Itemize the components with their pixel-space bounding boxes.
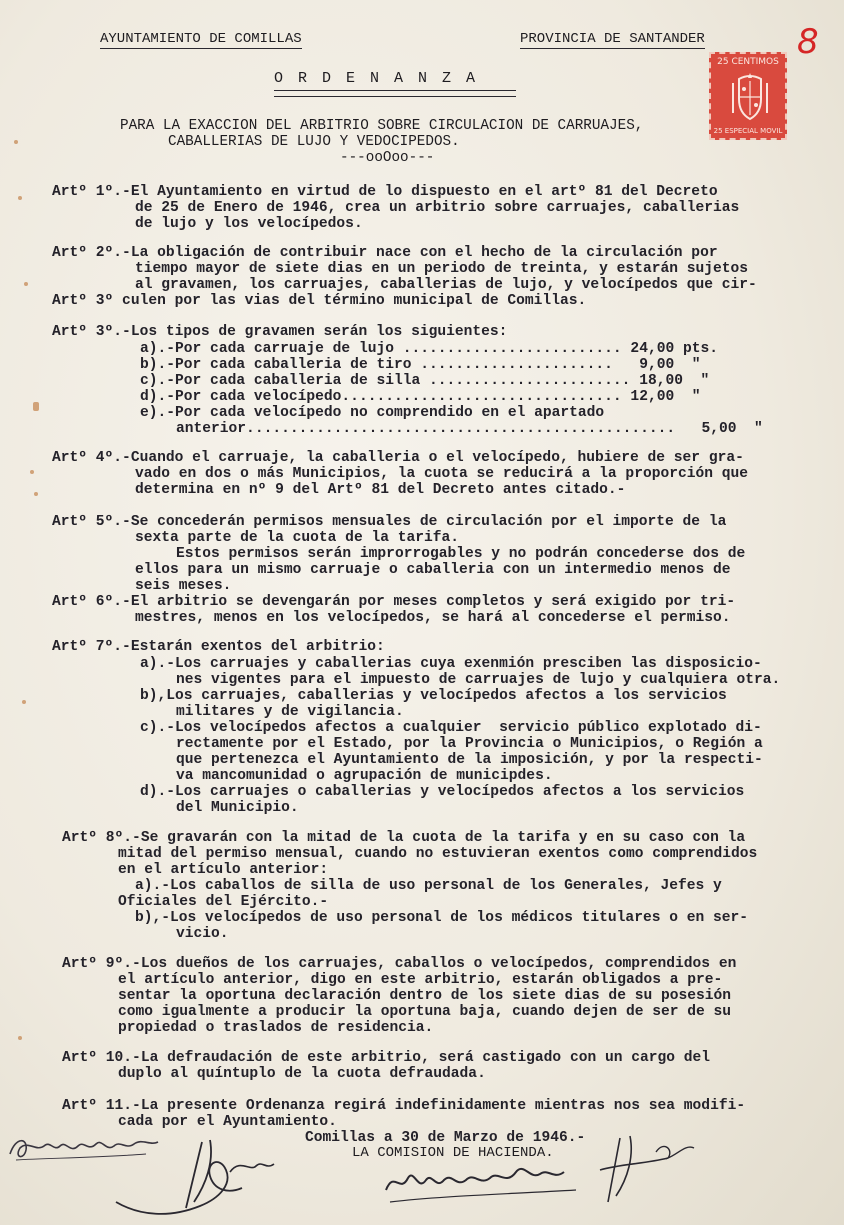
article-8-line: Oficiales del Ejército.- — [118, 894, 329, 910]
subtitle-separator: ---ooOoo--- — [340, 150, 435, 166]
article-7-line: c).-Los velocípedos afectos a cualquier servicio público explotado di- — [140, 720, 762, 736]
article-6-line: Artº 6º.-El arbitrio se devengarán por meses completos y será exigido por tri- — [52, 594, 736, 610]
article-4-line: determina en nº 9 del Artº 81 del Decreto antes citado.- — [135, 482, 626, 498]
article-10-line: duplo al quíntuplo de la cuota defraudada. — [118, 1066, 486, 1082]
article-5-line: ellos para un mismo carruaje o caballeria con un intermedio menos de — [135, 562, 731, 578]
coat-of-arms-icon — [725, 69, 775, 127]
fiscal-stamp — [709, 52, 787, 140]
header-municipality: AYUNTAMIENTO DE COMILLAS — [100, 31, 302, 47]
article-1-line: de 25 de Enero de 1946, crea un arbitrio sobre carruajes, caballerias — [135, 200, 740, 216]
document-title: O R D E N A N Z A — [274, 70, 479, 87]
tariff-row: d).-Por cada velocípedo................................ 12,00 " — [140, 389, 701, 405]
article-5-line: sexta parte de la cuota de la tarifa. — [135, 530, 460, 546]
article-7-line: rectamente por el Estado, por la Provincia o Municipios, o Región a — [176, 736, 763, 752]
article-5-line: seis meses. — [135, 578, 232, 594]
binder-hole — [18, 196, 22, 200]
article-8-line: mitad del permiso mensual, cuando no estuvieran exentos como comprendidos — [118, 846, 758, 862]
closing-signatory: LA COMISION DE HACIENDA. — [352, 1145, 554, 1161]
subtitle-line: PARA LA EXACCION DEL ARBITRIO SOBRE CIRCULACION DE CARRUAJES, — [120, 118, 644, 134]
article-11-line: Artº 11.-La presente Ordenanza regirá indefinidamente mientras nos sea modifi- — [62, 1098, 746, 1114]
article-6-line: mestres, menos en los velocípedos, se hará al concederse el permiso. — [135, 610, 731, 626]
signature-3 — [380, 1150, 590, 1210]
binder-hole — [14, 140, 18, 144]
article-9-line: propiedad o traslados de residencia. — [118, 1020, 434, 1036]
article-5-line: Estos permisos serán improrrogables y no podrán concederse dos de — [176, 546, 746, 562]
article-2-line: Artº 3º culen por las vias del término municipal de Comillas. — [52, 293, 587, 309]
article-10-line: Artº 10.-La defraudación de este arbitrio, será castigado con un cargo del — [62, 1050, 711, 1066]
tariff-row: b).-Por cada caballeria de tiro ...................... 9,00 " — [140, 357, 701, 373]
rust-mark — [33, 402, 39, 411]
title-double-underline — [274, 90, 516, 97]
tariff-row: anterior................................................. 5,00 " — [176, 421, 763, 437]
article-7-line: d).-Los carruajes o caballerias y velocípedos afectos a los servicios — [140, 784, 745, 800]
closing-date: Comillas a 30 de Marzo de 1946.- — [305, 1130, 586, 1146]
article-3-line: Artº 3º.-Los tipos de gravamen serán los siguientes: — [52, 324, 508, 340]
header-province: PROVINCIA DE SANTANDER — [520, 31, 705, 47]
stamp-type-text: 25 ESPECIAL MOVIL — [713, 127, 783, 135]
article-7-line: b),Los carruajes, caballerias y velocípedos afectos a los servicios — [140, 688, 727, 704]
article-2-line: tiempo mayor de siete dias en un periodo de treinta, y estarán sujetos — [135, 261, 749, 277]
article-7-line: a).-Los carruajes y caballerias cuya exenmión presciben las disposicio- — [140, 656, 762, 672]
article-7-line: del Municipio. — [176, 800, 299, 816]
tariff-row: a).-Por cada carruaje de lujo ......................... 24,00 pts. — [140, 341, 719, 357]
article-7-line: que pertenezca el Ayuntamiento de la imposición, y por la respecti- — [176, 752, 763, 768]
binder-hole — [24, 282, 28, 286]
binder-hole — [22, 700, 26, 704]
article-9-line: Artº 9º.-Los dueños de los carruajes, caballos o velocípedos, comprendidos en — [62, 956, 737, 972]
article-8-line: en el artículo anterior: — [118, 862, 329, 878]
article-7-line: Artº 7º.-Estarán exentos del arbitrio: — [52, 639, 385, 655]
subtitle-line: CABALLERIAS DE LUJO Y VEDOCIPEDOS. — [168, 134, 460, 150]
article-7-line: militares y de vigilancia. — [176, 704, 404, 720]
stamp-value-text: 25 CENTIMOS — [717, 57, 779, 67]
article-5-line: Artº 5º.-Se concederán permisos mensuales de circulación por el importe de la — [52, 514, 727, 530]
article-2-line: al gravamen, los carruajes, caballerias de lujo, y velocípedos que cir- — [135, 277, 757, 293]
binder-hole — [18, 1036, 22, 1040]
article-8-line: b),-Los velocípedos de uso personal de los médicos titulares o en ser- — [135, 910, 749, 926]
signature-2 — [110, 1132, 310, 1222]
article-4-line: Artº 4º.-Cuando el carruaje, la caballeria o el velocípedo, hubiere de ser gra- — [52, 450, 744, 466]
tariff-row: e).-Por cada velocípedo no comprendido en el apartado — [140, 405, 605, 421]
article-4-line: vado en dos o más Municipios, la cuota se reducirá a la proporción que — [135, 466, 749, 482]
article-8-line: a).-Los caballos de silla de uso personal de los Generales, Jefes y — [135, 878, 722, 894]
article-9-line: como igualmente a producir la oportuna baja, cuando dejen de ser de su — [118, 1004, 732, 1020]
article-7-line: nes vigentes para el impuesto de carruajes de lujo y cualquiera otra. — [176, 672, 781, 688]
article-8-line: vicio. — [176, 926, 229, 942]
article-1-line: de lujo y los velocípedos. — [135, 216, 363, 232]
signature-4 — [590, 1130, 710, 1210]
article-2-line: Artº 2º.-La obligación de contribuir nace con el hecho de la circulación por — [52, 245, 718, 261]
article-7-line: va mancomunidad o agrupación de municipdes. — [176, 768, 553, 784]
article-8-line: Artº 8º.-Se gravarán con la mitad de la cuota de la tarifa y en su caso con la — [62, 830, 746, 846]
page-number: 8 — [797, 22, 819, 62]
binder-hole — [30, 470, 34, 474]
article-9-line: el artículo anterior, digo en este arbitrio, estarán obligados a pre- — [118, 972, 723, 988]
binder-hole — [34, 492, 38, 496]
tariff-row: c).-Por cada caballeria de silla ....................... 18,00 " — [140, 373, 710, 389]
article-9-line: sentar la oportuna declaración dentro de los siete dias de su posesión — [118, 988, 732, 1004]
article-11-line: cada por el Ayuntamiento. — [118, 1114, 337, 1130]
article-1-line: Artº 1º.-El Ayuntamiento en virtud de lo dispuesto en el artº 81 del Decreto — [52, 184, 718, 200]
